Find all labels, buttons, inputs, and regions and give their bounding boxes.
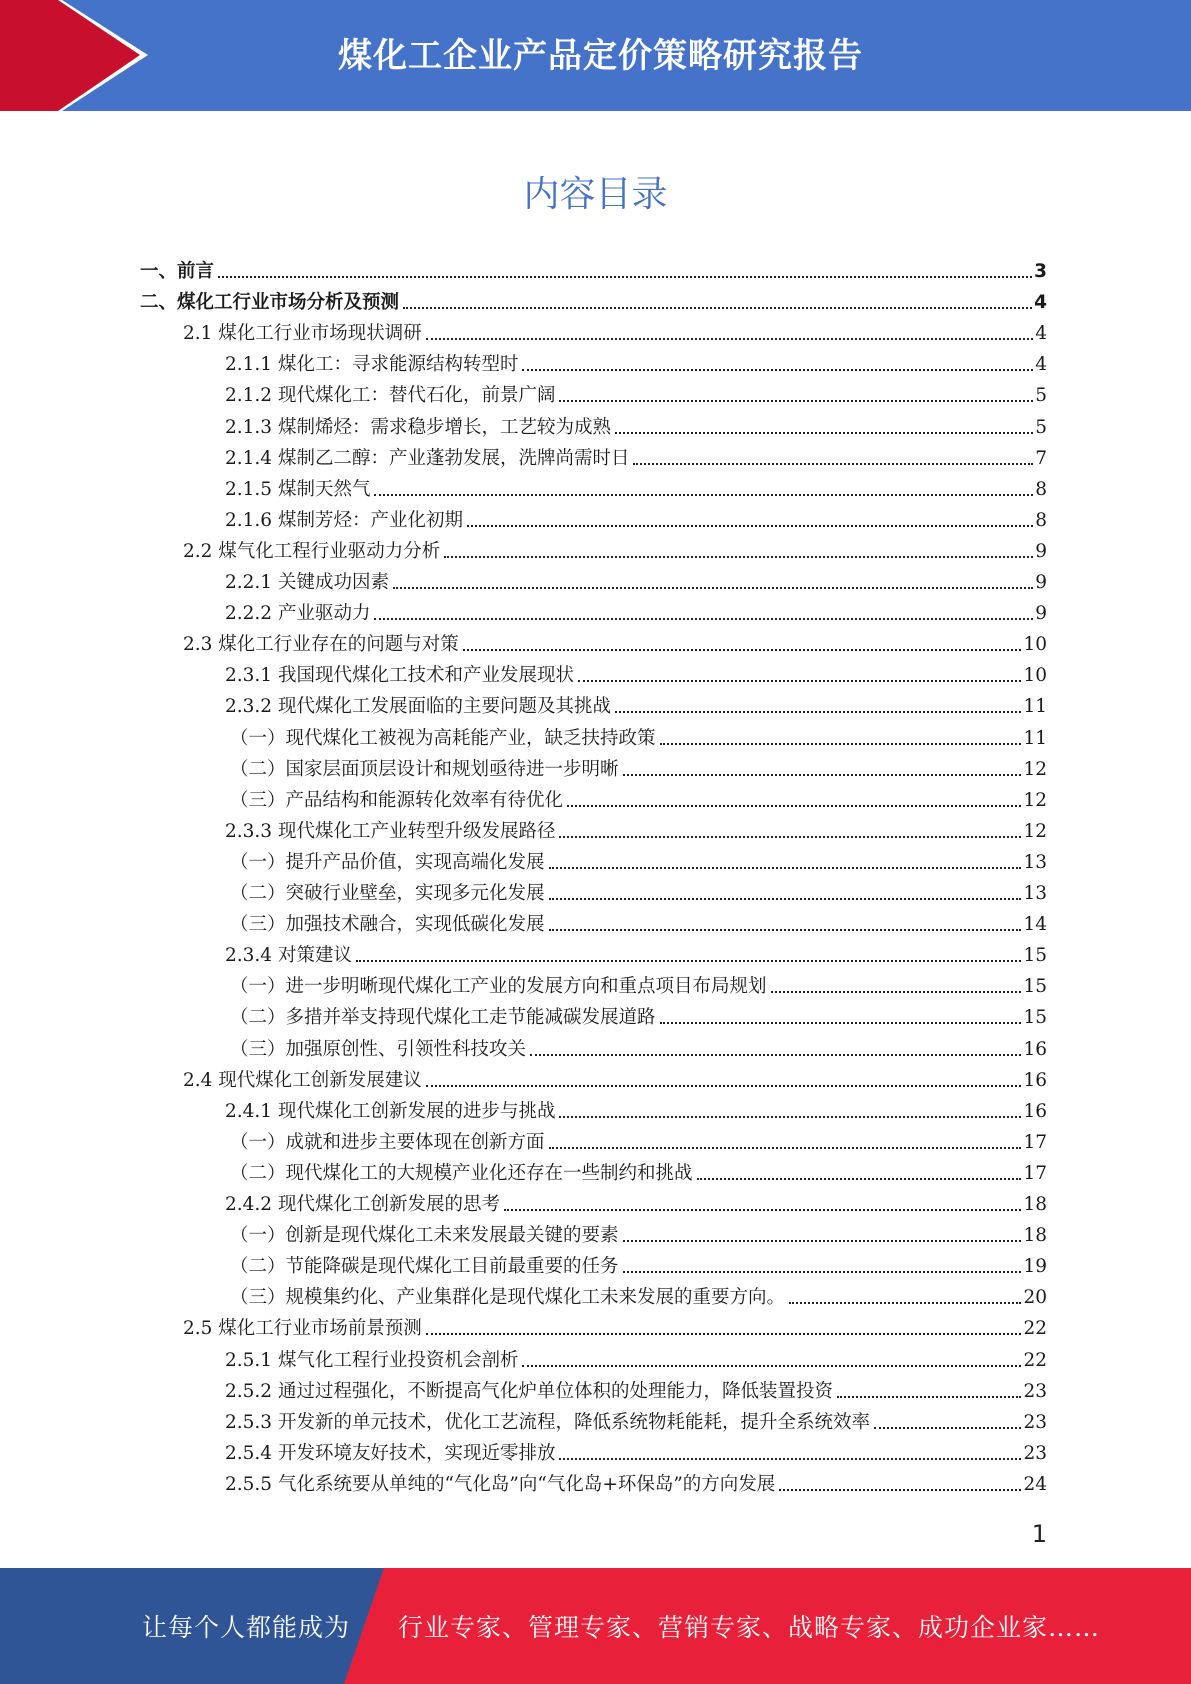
toc-entry-label: 2.5.2 通过过程强化，不断提高气化炉单位体积的处理能力，降低装置投资 — [225, 1380, 833, 1402]
toc-leader-dots — [374, 494, 1033, 496]
toc-entry-page: 9 — [1035, 603, 1047, 625]
toc-entry-page: 9 — [1035, 540, 1047, 562]
toc-entry[interactable] — [140, 283, 1047, 314]
toc-entry-label: 2.4 现代煤化工创新发展建议 — [183, 1069, 422, 1091]
toc-leader-dots — [549, 929, 1022, 931]
toc-entry-label: （二）节能降碳是现代煤化工目前最重要的任务 — [230, 1256, 619, 1278]
toc-leader-dots — [530, 1054, 1021, 1056]
toc-leader-dots — [374, 618, 1033, 620]
toc-entry-label: 2.4.1 现代煤化工创新发展的进步与挑战 — [225, 1100, 556, 1122]
toc-entry-label: 2.1.2 现代煤化工：替代石化，前景广阔 — [225, 385, 556, 407]
toc-entry[interactable] — [225, 1434, 1047, 1465]
toc-entry-page: 17 — [1023, 1131, 1047, 1153]
toc-entry[interactable] — [140, 252, 1047, 283]
toc-entry[interactable] — [183, 314, 1047, 345]
toc-leader-dots — [559, 836, 1021, 838]
toc-entry-label: 2.3 煤化工行业存在的问题与对策 — [183, 634, 459, 656]
toc-leader-dots — [403, 307, 1032, 309]
toc-entry-label: 2.1 煤化工行业市场现状调研 — [183, 323, 422, 345]
toc-entry[interactable] — [225, 687, 1047, 718]
toc-entry-page: 7 — [1035, 447, 1047, 469]
toc-entry[interactable] — [225, 408, 1047, 439]
toc-entry-label: （二）突破行业壁垒，实现多元化发展 — [230, 883, 545, 904]
toc-entry-page: 11 — [1023, 727, 1047, 749]
toc-entry[interactable] — [183, 625, 1047, 656]
toc-entry[interactable] — [230, 998, 1047, 1029]
toc-entry-label: 2.5.1 煤气化工程行业投资机会剖析 — [225, 1349, 519, 1371]
toc-entry-label: （三）加强原创性、引领性科技攻关 — [230, 1038, 527, 1060]
toc-entry-page: 23 — [1023, 1380, 1047, 1402]
footer-slogan-right: 行业专家、管理专家、营销专家、战略专家、成功企业家…… — [398, 1613, 1101, 1642]
toc-leader-dots — [623, 1271, 1022, 1273]
toc-entry-label: 2.1.6 煤制芳烃：产业化初期 — [225, 509, 463, 531]
toc-entry[interactable] — [225, 345, 1047, 376]
toc-leader-dots — [578, 680, 1021, 682]
toc-entry-label: 2.1.1 煤化工：寻求能源结构转型时 — [225, 354, 519, 376]
toc-leader-dots — [467, 525, 1033, 527]
toc-entry[interactable] — [230, 781, 1047, 812]
toc-leader-dots — [218, 276, 1032, 278]
toc-entry-label: 2.4.2 现代煤化工创新发展的思考 — [225, 1194, 500, 1215]
toc-entry[interactable] — [225, 1185, 1047, 1216]
toc-entry-page: 9 — [1035, 572, 1047, 593]
toc-entry-label: （一）提升产品价值，实现高端化发展 — [230, 851, 545, 873]
toc-entry-label: 2.2 煤气化工程行业驱动力分析 — [183, 540, 441, 562]
toc-leader-dots — [660, 1022, 1022, 1024]
toc-entry-label: 2.3.1 我国现代煤化工技术和产业发展现状 — [225, 665, 574, 687]
toc-leader-dots — [549, 867, 1022, 869]
toc-leader-dots — [623, 1240, 1022, 1242]
toc-entry[interactable] — [230, 967, 1047, 998]
toc-leader-dots — [559, 400, 1033, 402]
toc-leader-dots — [444, 556, 1033, 558]
toc-leader-dots — [426, 1333, 1022, 1335]
toc-leader-dots — [633, 463, 1033, 465]
toc-entry-label: 2.3.3 现代煤化工产业转型升级发展路径 — [225, 820, 556, 842]
page-header — [0, 0, 1191, 111]
toc-entry-label: （二）现代煤化工的大规模产业化还存在一些制约和挑战 — [230, 1162, 693, 1184]
toc-entry[interactable] — [225, 812, 1047, 843]
toc-leader-dots — [837, 1396, 1021, 1398]
toc-entry[interactable] — [230, 750, 1047, 781]
toc-entry-label: 2.5.4 开发环境友好技术，实现近零排放 — [225, 1442, 556, 1464]
toc-entry[interactable] — [230, 1247, 1047, 1278]
toc-entry-page: 13 — [1023, 851, 1047, 873]
toc-entry-page: 4 — [1035, 323, 1047, 345]
toc-leader-dots — [356, 960, 1022, 962]
toc-entry-page: 11 — [1023, 696, 1047, 718]
toc-entry[interactable] — [230, 905, 1047, 936]
toc-entry[interactable] — [225, 1403, 1047, 1434]
toc-entry[interactable] — [230, 719, 1047, 750]
toc-entry-page: 5 — [1035, 385, 1047, 407]
toc-leader-dots — [874, 1427, 1021, 1429]
toc-entry-label: 2.3.2 现代煤化工发展面临的主要问题及其挑战 — [225, 696, 611, 718]
toc-entry-page: 22 — [1023, 1349, 1047, 1371]
toc-entry[interactable] — [225, 594, 1047, 625]
toc-entry-page: 4 — [1034, 292, 1047, 314]
toc-leader-dots — [522, 369, 1033, 371]
toc-entry-page: 17 — [1023, 1162, 1047, 1184]
toc-entry[interactable] — [225, 1372, 1047, 1403]
toc-leader-dots — [615, 432, 1033, 434]
toc-entry-label: （二）多措并举支持现代煤化工走节能减碳发展道路 — [230, 1007, 656, 1029]
toc-entry-label: （三）产品结构和能源转化效率有待优化 — [230, 789, 564, 811]
toc-entry[interactable] — [230, 1123, 1047, 1154]
toc-entry-label: 2.2.2 产业驱动力 — [225, 603, 371, 625]
toc-entry-page: 14 — [1023, 914, 1047, 936]
toc-entry[interactable] — [225, 1092, 1047, 1123]
toc-entry-label: 二、煤化工行业市场分析及预测 — [140, 292, 400, 314]
toc-entry[interactable] — [230, 1216, 1047, 1247]
toc-entry-page: 16 — [1023, 1069, 1047, 1091]
toc-entry[interactable] — [230, 1030, 1047, 1061]
toc-entry-page: 12 — [1023, 789, 1047, 811]
toc-leader-dots — [789, 1302, 1021, 1304]
toc-entry-label: （一）进一步明晰现代煤化工产业的发展方向和重点项目布局规划 — [230, 976, 767, 998]
toc-entry-page: 15 — [1023, 976, 1047, 998]
toc-entry-label: （一）成就和进步主要体现在创新方面 — [230, 1131, 545, 1153]
toc-entry[interactable] — [230, 1278, 1047, 1309]
toc-entry-label: （一）现代煤化工被视为高耗能产业，缺乏扶持政策 — [230, 727, 656, 749]
toc-entry-label: 2.3.4 对策建议 — [225, 945, 352, 967]
toc-entry-label: （二）国家层面顶层设计和规划亟待进一步明晰 — [230, 758, 619, 780]
toc-entry[interactable] — [225, 470, 1047, 501]
toc-entry[interactable] — [225, 936, 1047, 967]
toc-entry[interactable] — [225, 1341, 1047, 1372]
toc-entry[interactable] — [230, 1154, 1047, 1185]
report-title: 煤化工企业产品定价策略研究报告 — [338, 36, 863, 76]
toc-entry-page: 10 — [1023, 665, 1047, 687]
toc-entry[interactable] — [225, 439, 1047, 470]
toc-entry-page: 4 — [1035, 354, 1047, 376]
toc-entry[interactable] — [230, 843, 1047, 874]
footer-slogan-left: 让每个人都能成为 — [142, 1613, 351, 1642]
toc-leader-dots — [779, 1489, 1021, 1491]
page-number: 1 — [1031, 1520, 1047, 1548]
toc-entry[interactable] — [230, 874, 1047, 905]
toc-entry-label: 2.5.5 气化系统要从单纯的“气化岛”向“气化岛+环保岛”的方向发展 — [225, 1473, 776, 1495]
toc-entry[interactable] — [183, 532, 1047, 563]
toc-entry-page: 19 — [1023, 1256, 1047, 1278]
toc-entry[interactable] — [225, 563, 1047, 594]
toc-entry-label: 2.1.5 煤制天然气 — [225, 478, 371, 500]
page-footer — [0, 1568, 1191, 1684]
toc-leader-dots — [463, 649, 1022, 651]
toc-entry-label: （一）创新是现代煤化工未来发展最关键的要素 — [230, 1225, 619, 1247]
toc-leader-dots — [426, 338, 1033, 340]
toc-entry-page: 12 — [1023, 820, 1047, 842]
toc-entry-label: （三）加强技术融合，实现低碳化发展 — [230, 914, 545, 936]
toc-entry-page: 12 — [1023, 758, 1047, 780]
toc-entry-page: 3 — [1034, 261, 1047, 282]
toc-entry-page: 18 — [1023, 1194, 1047, 1215]
toc-leader-dots — [522, 1365, 1021, 1367]
toc-entry-page: 15 — [1023, 945, 1047, 967]
toc-entry-page: 5 — [1035, 416, 1047, 438]
toc-entry[interactable] — [225, 501, 1047, 532]
toc-entry-page: 18 — [1023, 1225, 1047, 1247]
toc-leader-dots — [697, 1178, 1022, 1180]
toc-entry-label: 2.2.1 关键成功因素 — [225, 572, 389, 593]
toc-entry-label: 一、前言 — [140, 261, 215, 282]
toc-entry-label: 2.5.3 开发新的单元技术，优化工艺流程，降低系统物耗能耗，提升全系统效率 — [225, 1411, 870, 1433]
toc-entry[interactable] — [225, 376, 1047, 407]
toc-leader-dots — [559, 1116, 1021, 1118]
toc-entry-page: 22 — [1023, 1318, 1047, 1340]
toc-leader-dots — [549, 1147, 1022, 1149]
toc-leader-dots — [426, 1085, 1022, 1087]
toc-entry-page: 16 — [1023, 1100, 1047, 1122]
toc-entry-page: 23 — [1023, 1411, 1047, 1433]
toc-entry-page: 13 — [1023, 883, 1047, 904]
toc-entry[interactable] — [183, 1309, 1047, 1340]
toc-leader-dots — [567, 805, 1021, 807]
toc-leader-dots — [393, 587, 1033, 589]
toc-entry-page: 16 — [1023, 1038, 1047, 1060]
toc-entry[interactable] — [183, 1061, 1047, 1092]
toc-entry-label: 2.1.3 煤制烯烃：需求稳步增长，工艺较为成熟 — [225, 416, 611, 438]
toc-entry-label: （三）规模集约化、产业集群化是现代煤化工未来发展的重要方向。 — [230, 1287, 786, 1309]
toc-leader-dots — [660, 743, 1022, 745]
toc-leader-dots — [504, 1209, 1021, 1211]
toc-entry-page: 23 — [1023, 1442, 1047, 1464]
toc-entry-page: 8 — [1035, 509, 1047, 531]
toc-entry-page: 15 — [1023, 1007, 1047, 1029]
toc-leader-dots — [771, 991, 1022, 993]
toc-entry-page: 24 — [1023, 1473, 1047, 1495]
toc-entry-page: 10 — [1023, 634, 1047, 656]
toc-entry-page: 8 — [1035, 478, 1047, 500]
toc-leader-dots — [615, 711, 1021, 713]
toc-leader-dots — [623, 774, 1022, 776]
toc-entry[interactable] — [225, 1465, 1047, 1496]
toc-entry-page: 20 — [1023, 1287, 1047, 1309]
toc-heading: 内容目录 — [523, 174, 668, 215]
toc-entry-label: 2.1.4 煤制乙二醇：产业蓬勃发展，洗牌尚需时日 — [225, 447, 630, 469]
toc-leader-dots — [559, 1458, 1021, 1460]
toc-entry-label: 2.5 煤化工行业市场前景预测 — [183, 1318, 422, 1340]
toc-entry[interactable] — [225, 656, 1047, 687]
toc-leader-dots — [549, 898, 1022, 900]
